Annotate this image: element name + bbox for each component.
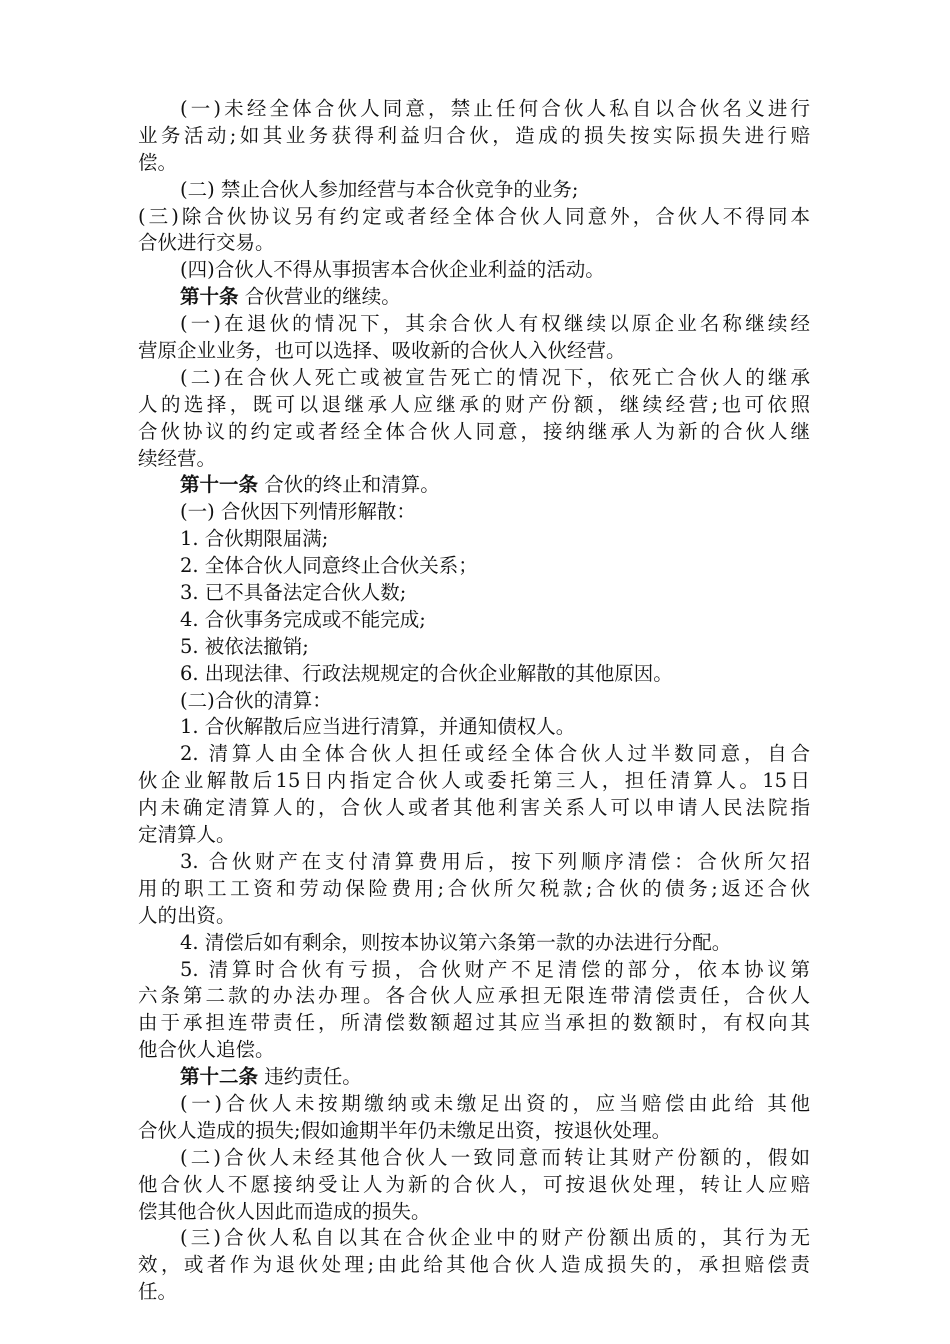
text-line: 业务活动;如其业务获得利益归合伙，造成的损失按实际损失进行赔 <box>138 123 810 147</box>
text-line: (二)在合伙人死亡或被宣告死亡的情况下，依死亡合伙人的继承 <box>180 365 810 389</box>
list-item: 4. 合伙事务完成或不能完成; <box>180 607 426 631</box>
text-line: (一) 合伙因下列情形解散： <box>180 500 416 524</box>
text-line: 他合伙人追偿。 <box>138 1038 275 1062</box>
list-item: 5. 被依法撤销; <box>180 634 309 658</box>
article-heading <box>138 1064 810 1091</box>
text-line: 偿其他合伙人因此而造成的损失。 <box>138 1199 431 1223</box>
list-item: 1. 合伙期限届满; <box>180 527 329 551</box>
article-title: 违约责任。 <box>264 1065 362 1089</box>
list-item: 6. 出现法律、行政法规规定的合伙企业解散的其他原因。 <box>180 661 673 685</box>
text-line: (二) 禁止合伙人参加经营与本合伙竞争的业务; <box>180 177 579 201</box>
text-line: (一)在退伙的情况下，其余合伙人有权继续以原企业名称继续经 <box>180 312 810 336</box>
article-heading <box>138 284 810 311</box>
text-line: 他合伙人不愿接纳受让人为新的合伙人，可按退伙处理，转让人应赔 <box>138 1172 810 1196</box>
list-item: 2. 全体合伙人同意终止合伙关系； <box>180 554 478 578</box>
text-line: (三)除合伙协议另有约定或者经全体合伙人同意外，合伙人不得同本 <box>138 204 810 228</box>
text-line: 人的选择，既可以退继承人应继承的财产份额，继续经营;也可依照 <box>138 392 810 416</box>
text-line: 任。 <box>138 1280 178 1304</box>
text-line: 用的职工工资和劳动保险费用;合伙所欠税款;合伙的债务;返还合伙 <box>138 876 810 900</box>
text-line: (三)合伙人私自以其在合伙企业中的财产份额出质的，其行为无 <box>180 1226 810 1250</box>
list-item: 1. 合伙解散后应当进行清算，并通知债权人。 <box>180 715 576 739</box>
text-line: 六条第二款的办法办理。各合伙人应承担无限连带清偿责任，合伙人 <box>138 984 810 1008</box>
list-item: 4. 清偿后如有剩余，则按本协议第六条第一款的办法进行分配。 <box>180 930 732 954</box>
text-line: 内未确定清算人的，合伙人或者其他利害关系人可以申请人民法院指 <box>138 796 810 820</box>
list-item: 5. 清算时合伙有亏损，合伙财产不足清偿的部分，依本协议第 <box>180 957 810 981</box>
text-line: 偿。 <box>138 150 178 174</box>
text-line: 效，或者作为退伙处理;由此给其他合伙人造成损失的，承担赔偿责 <box>138 1253 810 1277</box>
article-title: 合伙的终止和清算。 <box>264 473 440 497</box>
text-line: 伙企业解散后15日内指定合伙人或委托第三人，担任清算人。15日 <box>138 769 810 793</box>
article-title: 合伙营业的继续。 <box>244 285 401 309</box>
text-line: 营原企业业务，也可以选择、吸收新的合伙人入伙经营。 <box>138 339 626 363</box>
text-line: 合伙人造成的损失;假如逾期半年仍未缴足出资，按退伙处理。 <box>138 1118 672 1142</box>
text-line: (一)合伙人未按期缴纳或未缴足出资的，应当赔偿由此给 其他 <box>180 1091 810 1115</box>
text-line: 人的出资。 <box>138 903 236 927</box>
text-line: 由于承担连带责任，所清偿数额超过其应当承担的数额时，有权向其 <box>138 1011 810 1035</box>
article-number: 第十二条 <box>180 1065 259 1089</box>
text-line: (二)合伙的清算： <box>180 688 332 712</box>
text-line: 合伙协议的约定或者经全体合伙人同意，接纳继承人为新的合伙人继 <box>138 419 810 443</box>
list-item: 3. 合伙财产在支付清算费用后，按下列顺序清偿：合伙所欠招 <box>180 849 810 873</box>
text-line: (二)合伙人未经其他合伙人一致同意而转让其财产份额的，假如 <box>180 1145 810 1169</box>
text-line: 续经营。 <box>138 446 217 470</box>
article-heading <box>138 472 810 499</box>
text-line: 合伙进行交易。 <box>138 231 275 255</box>
text-line: (一)未经全体合伙人同意，禁止任何合伙人私自以合伙名义进行 <box>180 97 810 120</box>
text-line: (四)合伙人不得从事损害本合伙企业利益的活动。 <box>180 258 605 282</box>
list-item: 3. 已不具备法定合伙人数; <box>180 581 407 605</box>
list-item: 2. 清算人由全体合伙人担任或经全体合伙人过半数同意，自合 <box>180 742 810 766</box>
article-number: 第十一条 <box>180 473 259 497</box>
text-line: 定清算人。 <box>138 823 236 847</box>
article-number: 第十条 <box>180 285 239 309</box>
document-page <box>138 96 810 1306</box>
